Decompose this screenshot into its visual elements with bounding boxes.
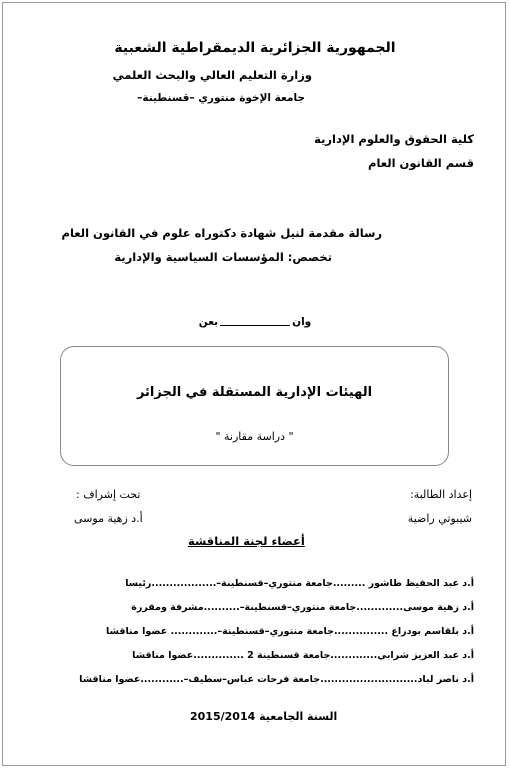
- thesis-main-title: الهيئات الإدارية المستقلة في الجزائر: [136, 385, 373, 400]
- committee-member: أ.د عبد العزيز شرابي.............جامعة قسنطينة 2 ..............عضوا مناقشا: [132, 650, 474, 661]
- department-name: قسم القانون العام: [368, 156, 474, 170]
- committee-member: أ.د زهية موسى.............جامعة منتوري–قسنطينة–..........مشرفة ومقررة: [131, 602, 474, 613]
- committee-member: أ.د عبد الحفيظ طاشور .........جامعة منتوري–قسنطينة–..................رئيسا: [125, 578, 474, 589]
- university-heading: جامعة الإخوة منتوري –قسنطينة–: [137, 92, 305, 104]
- supervisor-name: أ.د زهية موسى: [74, 512, 143, 525]
- republic-heading: الجمهورية الجزائرية الديمقراطية الشعبية: [114, 40, 396, 56]
- title-label: [180, 316, 330, 328]
- thesis-description: رسالة مقدمة لنيل شهادة دكتوراه علوم في القانون العام: [61, 226, 382, 240]
- student-name: شيبوتي راضية: [407, 512, 472, 525]
- committee-title: أعضاء لجنة المناقشة: [188, 534, 305, 548]
- faculty-name: كلية الحقوق والعلوم الإدارية: [314, 132, 474, 146]
- title-label-left: وان: [292, 316, 312, 328]
- prepared-by-label: إعداد الطالبة:: [410, 488, 472, 501]
- ministry-heading: وزارة التعليم العالي والبحث العلمي: [112, 68, 312, 82]
- thesis-specialty: تخصص: المؤسسات السياسية والإدارية: [114, 250, 332, 264]
- committee-member: أ.د ناصر لباد...........................جامعة فرحات عباس–سطيف–............عضوا مناقشا: [79, 674, 474, 685]
- title-label-line: [220, 316, 290, 326]
- academic-year: السنة الجامعية 2015/2014: [190, 710, 338, 723]
- thesis-subtitle: " دراسة مقارنة ": [215, 430, 294, 443]
- title-label-right: بعن: [198, 316, 219, 328]
- committee-member: أ.د بلقاسم بودراع ...............جامعة منتوري–قسنطينة–............. عضوا مناقشا: [106, 626, 474, 637]
- title-box: [60, 346, 449, 466]
- supervision-label: تحت إشراف :: [76, 488, 141, 501]
